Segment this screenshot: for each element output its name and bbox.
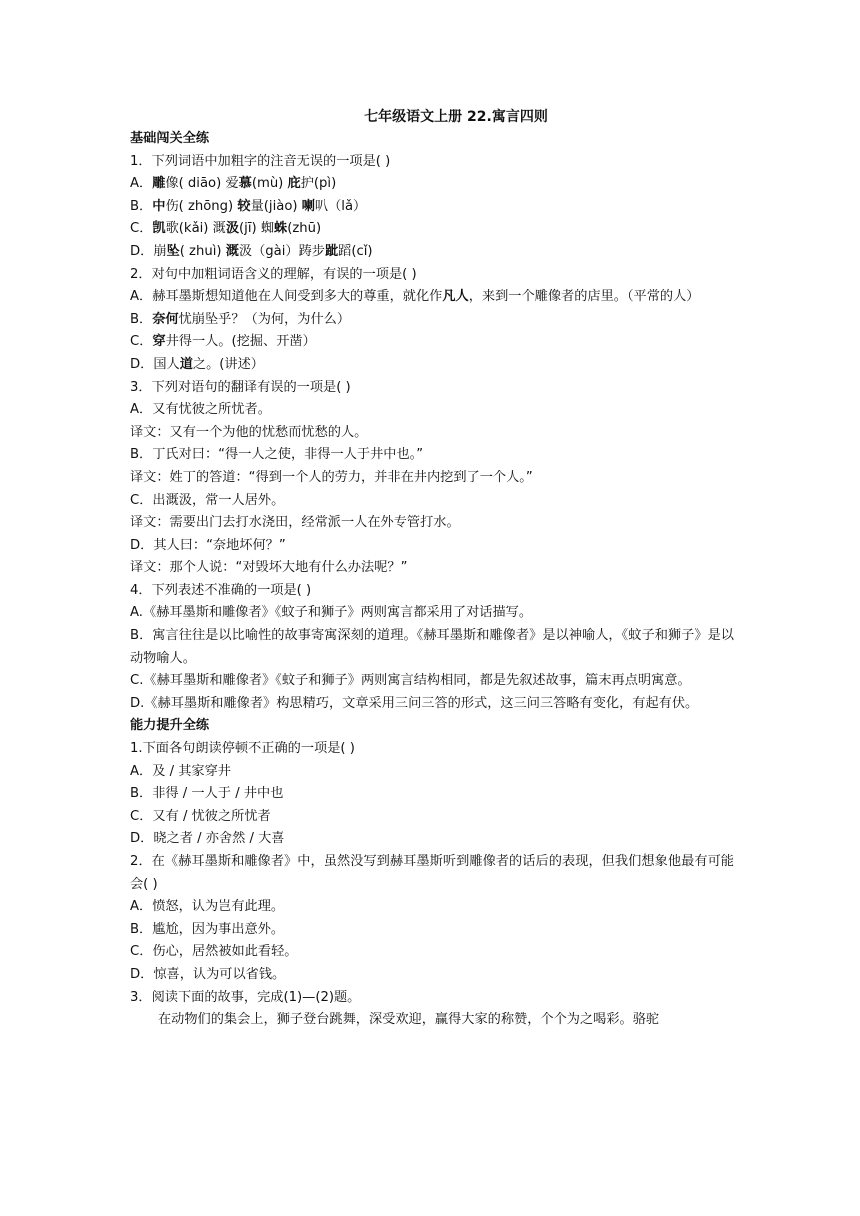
question-text: [130, 241, 734, 264]
question-text: [130, 761, 734, 784]
text-segment: 叭（lǎ）: [314, 198, 367, 214]
question-text: [130, 806, 734, 829]
emphasized-text: 汲: [225, 221, 240, 237]
emphasized-text: 坠: [166, 243, 180, 259]
question-text: [130, 693, 734, 716]
text-segment: A．愤怒，认为岂有此理。: [130, 899, 285, 915]
text-segment: 1.下面各句朗读停顿不正确的一项是( ): [130, 741, 355, 757]
text-segment: 之。(讲述）: [192, 356, 264, 372]
text-segment: (zhū): [287, 221, 322, 237]
text-segment: 3．阅读下面的故事，完成(1)—(2)题。: [130, 989, 361, 1005]
emphasized-text: 穿: [152, 334, 166, 350]
document-body: [130, 128, 734, 1032]
question-text: [130, 670, 734, 693]
text-segment: A．: [130, 176, 153, 192]
text-segment: 护(pì): [300, 176, 337, 192]
question-text: [130, 331, 734, 354]
text-segment: 译文：姓丁的答道：“得到一个人的劳力，并非在井内挖到了一个人。”: [130, 469, 533, 485]
text-segment: 歌(kǎi) 溉: [165, 221, 226, 237]
text-segment: B．寓言往往是以比喻性的故事寄寓深刻的道理。《赫耳墨斯和雕像者》是以神喻人，《蚊子和狮子》是以动物喻人。: [130, 628, 734, 666]
emphasized-text: 道: [179, 356, 193, 372]
text-segment: C．出溉汲，常一人居外。: [130, 492, 285, 508]
text-segment: D．其人曰：“奈地坏何？”: [130, 537, 286, 553]
question-text: [130, 399, 734, 422]
emphasized-text: 慕: [238, 176, 252, 192]
question-text: [130, 828, 734, 851]
question-text: [130, 987, 734, 1010]
question-text: [130, 490, 734, 513]
text-segment: A．及 / 其家穿井: [130, 763, 231, 779]
question-text: [130, 422, 734, 445]
text-segment: C．: [130, 334, 153, 350]
text-segment: 2．对句中加粗词语含义的理解，有误的一项是( ): [130, 266, 417, 282]
document-page: [130, 106, 734, 1032]
emphasized-text: 较: [237, 198, 251, 214]
text-segment: D．崩: [130, 243, 167, 259]
question-text: [130, 151, 734, 174]
text-segment: 井得一人。(挖掘、开凿）: [165, 334, 316, 350]
text-segment: 译文：需要出门去打水浇田，经常派一人在外专管打水。: [130, 515, 460, 531]
text-segment: C．又有 / 忧彼之所忧者: [130, 808, 271, 824]
text-segment: 译文：又有一个为他的忧愁而忧愁的人。: [130, 424, 368, 440]
question-text: [130, 309, 734, 332]
emphasized-text: 溉: [225, 243, 239, 259]
question-text: [130, 919, 734, 942]
emphasized-text: 凡人: [442, 289, 469, 305]
text-segment: B．尴尬，因为事出意外。: [130, 921, 285, 937]
question-text: [130, 580, 734, 603]
document-title: 七年级语文上册 22.寓言四则: [364, 109, 548, 125]
text-segment: C．伤心，居然被如此看轻。: [130, 944, 298, 960]
question-text: [130, 467, 734, 490]
text-segment: 基础闯关全练: [130, 131, 210, 146]
text-segment: D.《赫耳墨斯和雕像者》构思精巧，文章采用三问三答的形式，这三问三答略有变化，有起有伏。: [130, 695, 699, 711]
text-segment: D．晓之者 / 亦舍然 / 大喜: [130, 831, 285, 847]
question-text: [130, 964, 734, 987]
question-text: [130, 354, 734, 377]
text-segment: 忧崩坠乎？（为何，为什么）: [178, 311, 351, 327]
text-segment: ( zhuì): [179, 243, 226, 259]
emphasized-text: 蛛: [274, 221, 288, 237]
section-heading: [130, 715, 734, 738]
text-segment: B．: [130, 198, 153, 214]
emphasized-text: 喇: [301, 198, 315, 214]
text-segment: 在动物们的集会上，狮子登台跳舞，深受欢迎，赢得大家的称赞，个个为之喝彩。骆驼: [158, 1012, 660, 1028]
question-text: [130, 783, 734, 806]
question-text: [130, 286, 734, 309]
text-segment: C．: [130, 221, 153, 237]
question-text: [130, 851, 734, 896]
text-segment: 蹈(cǐ): [338, 243, 373, 259]
text-segment: 2．在《赫耳墨斯和雕像者》中，虽然没写到赫耳墨斯听到雕像者的话后的表现，但我们想象他最有可能会( ): [130, 854, 734, 892]
question-text: [130, 738, 734, 761]
text-segment: 能力提升全练: [130, 718, 210, 734]
text-segment: B．非得 / 一人于 / 井中也: [130, 786, 284, 802]
question-text: [130, 377, 734, 400]
question-text: [130, 625, 734, 670]
question-text: [130, 535, 734, 558]
text-segment: 译文：那个人说：“对毁坏大地有什么办法呢？”: [130, 560, 408, 576]
text-segment: A．又有忧彼之所忧者。: [130, 402, 271, 418]
text-segment: B．: [130, 311, 153, 327]
question-text: [130, 444, 734, 467]
question-text: [130, 218, 734, 241]
question-text: [130, 941, 734, 964]
emphasized-text: 跐: [324, 243, 339, 259]
question-text: [130, 512, 734, 535]
question-text: [130, 264, 734, 287]
question-text: [130, 602, 734, 625]
text-segment: 3．下列对语句的翻译有误的一项是( ): [130, 379, 351, 395]
text-segment: 像( diāo) 爱: [165, 176, 239, 192]
text-segment: 伤( zhōng): [165, 198, 238, 214]
text-segment: ，来到一个雕像者的店里。（平常的人）: [468, 289, 700, 305]
text-segment: D．惊喜，认为可以省钱。: [130, 966, 286, 982]
question-text: [130, 896, 734, 919]
emphasized-text: 中: [152, 198, 166, 214]
emphasized-text: 雕: [152, 176, 166, 192]
text-segment: (jī) 蜘: [239, 221, 275, 237]
text-segment: 汲（gài）踌步: [238, 243, 325, 259]
emphasized-text: 奈何: [152, 311, 179, 327]
text-segment: 4．下列表述不准确的一项是( ): [130, 582, 312, 598]
text-segment: A.《赫耳墨斯和雕像者》《蚊子和狮子》两则寓言都采用了对话描写。: [130, 605, 533, 621]
text-segment: (mù): [251, 176, 288, 192]
passage-paragraph: [130, 1009, 734, 1032]
text-segment: B．丁氏对曰：“得一人之使，非得一人于井中也。”: [130, 447, 424, 463]
text-segment: C.《赫耳墨斯和雕像者》《蚊子和狮子》两则寓言结构相同，都是先叙述故事，篇末再点明寓意。: [130, 673, 691, 689]
text-segment: 1．下列词语中加粗字的注音无误的一项是( ): [130, 153, 391, 169]
emphasized-text: 凯: [152, 221, 166, 237]
emphasized-text: 庇: [287, 176, 301, 192]
question-text: [130, 557, 734, 580]
text-segment: 量(jiào): [250, 198, 302, 214]
text-segment: D．国人: [130, 356, 180, 372]
text-segment: A．赫耳墨斯想知道他在人间受到多大的尊重，就化作: [130, 289, 443, 305]
section-heading: [130, 128, 734, 151]
question-text: [130, 196, 734, 219]
question-text: [130, 173, 734, 196]
